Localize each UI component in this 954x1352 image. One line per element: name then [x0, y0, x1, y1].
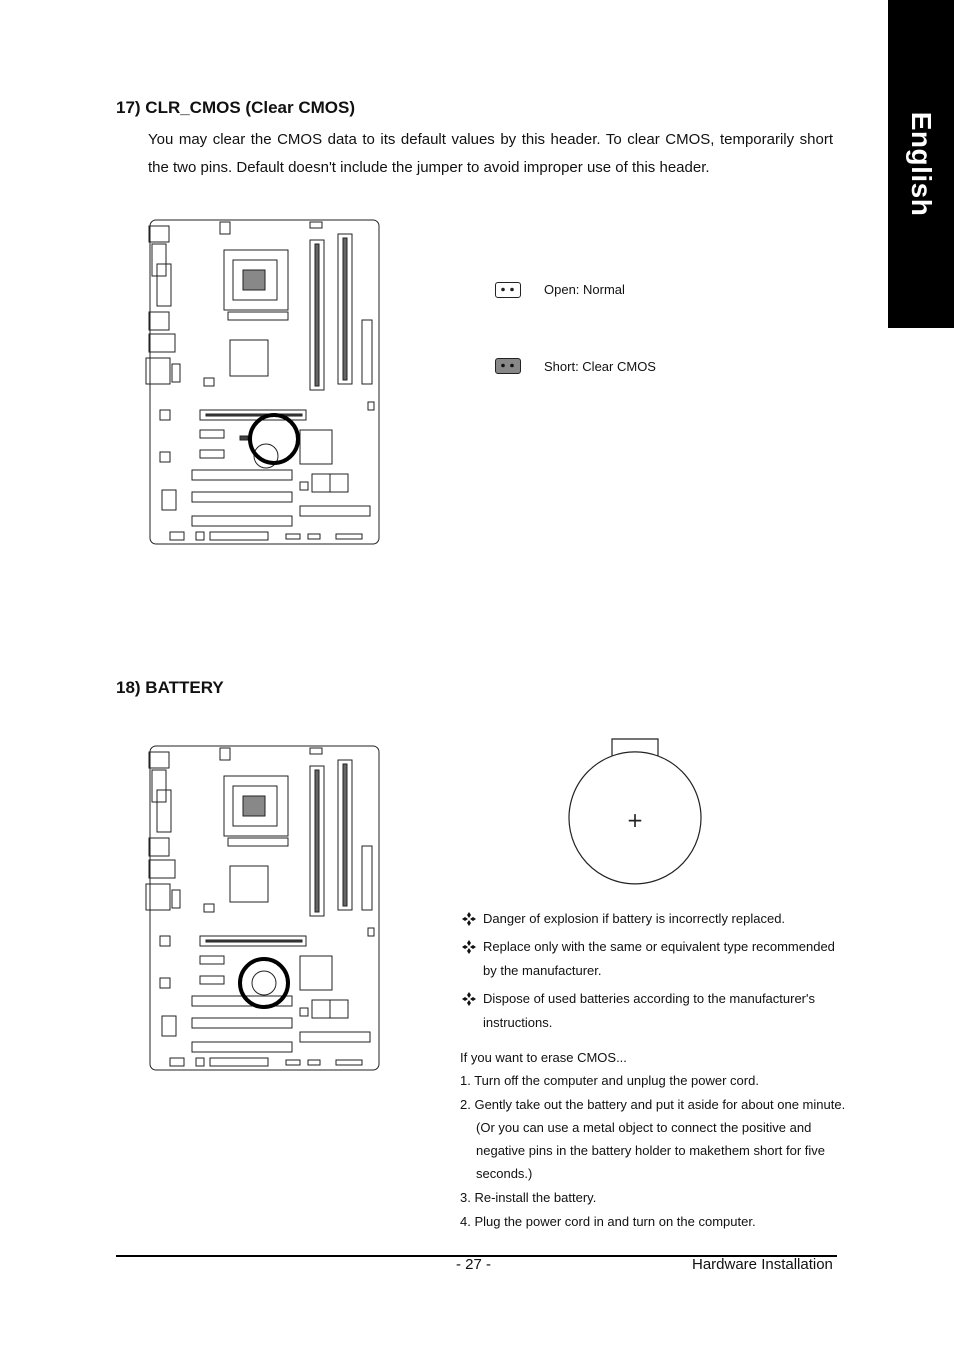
section-17-body: You may clear the CMOS data to its default values by this header. To clear CMOS, temporarily short the two pins. Default doesn't include the jumper to avoid improper use of this header.	[148, 131, 833, 176]
instruction-step: 4. Plug the power cord in and turn on the computer.	[460, 1214, 756, 1229]
battery-positive-symbol: +	[626, 808, 644, 832]
diamond-bullet-icon	[462, 992, 476, 1006]
battery-illustration	[566, 734, 706, 886]
highlight-clr-cmos-circle	[250, 415, 298, 463]
footer-section-title: Hardware Installation	[692, 1256, 833, 1273]
diamond-bullet-icon	[462, 912, 476, 926]
legend-open-label: Open: Normal	[544, 282, 625, 297]
warning-item: Danger of explosion if battery is incorrectly replaced.	[462, 907, 842, 931]
section-17-heading: 17) CLR_CMOS (Clear CMOS)	[116, 98, 355, 117]
page-number: - 27 -	[456, 1256, 492, 1273]
highlight-battery-circle	[240, 959, 288, 1007]
language-tab	[888, 0, 954, 328]
section-18-heading: 18) BATTERY	[116, 678, 224, 697]
legend-short-label: Short: Clear CMOS	[544, 359, 656, 374]
diamond-bullet-icon	[462, 940, 476, 954]
instruction-step: 3. Re-install the battery.	[460, 1190, 597, 1205]
warning-item: Dispose of used batteries according to the manufacturer's instructions.	[462, 987, 842, 1035]
instruction-step-continued: seconds.)	[476, 1166, 533, 1181]
motherboard-diagram-battery	[140, 742, 384, 1074]
jumper-open-icon	[495, 282, 521, 298]
instructions-intro: If you want to erase CMOS...	[460, 1050, 627, 1065]
instruction-step-continued: negative pins in the battery holder to makethem short for five	[476, 1143, 826, 1158]
jumper-short-icon	[495, 358, 521, 374]
instruction-step: 2. Gently take out the battery and put it aside for about one minute.	[460, 1097, 846, 1112]
language-tab-label: English	[906, 111, 937, 217]
instruction-step-continued: (Or you can use a metal object to connect the positive and	[476, 1120, 812, 1135]
warning-item: Replace only with the same or equivalent type recommended by the manufacturer.	[462, 935, 842, 983]
motherboard-diagram-clr-cmos	[140, 216, 384, 548]
instruction-step: 1. Turn off the computer and unplug the power cord.	[460, 1073, 759, 1088]
